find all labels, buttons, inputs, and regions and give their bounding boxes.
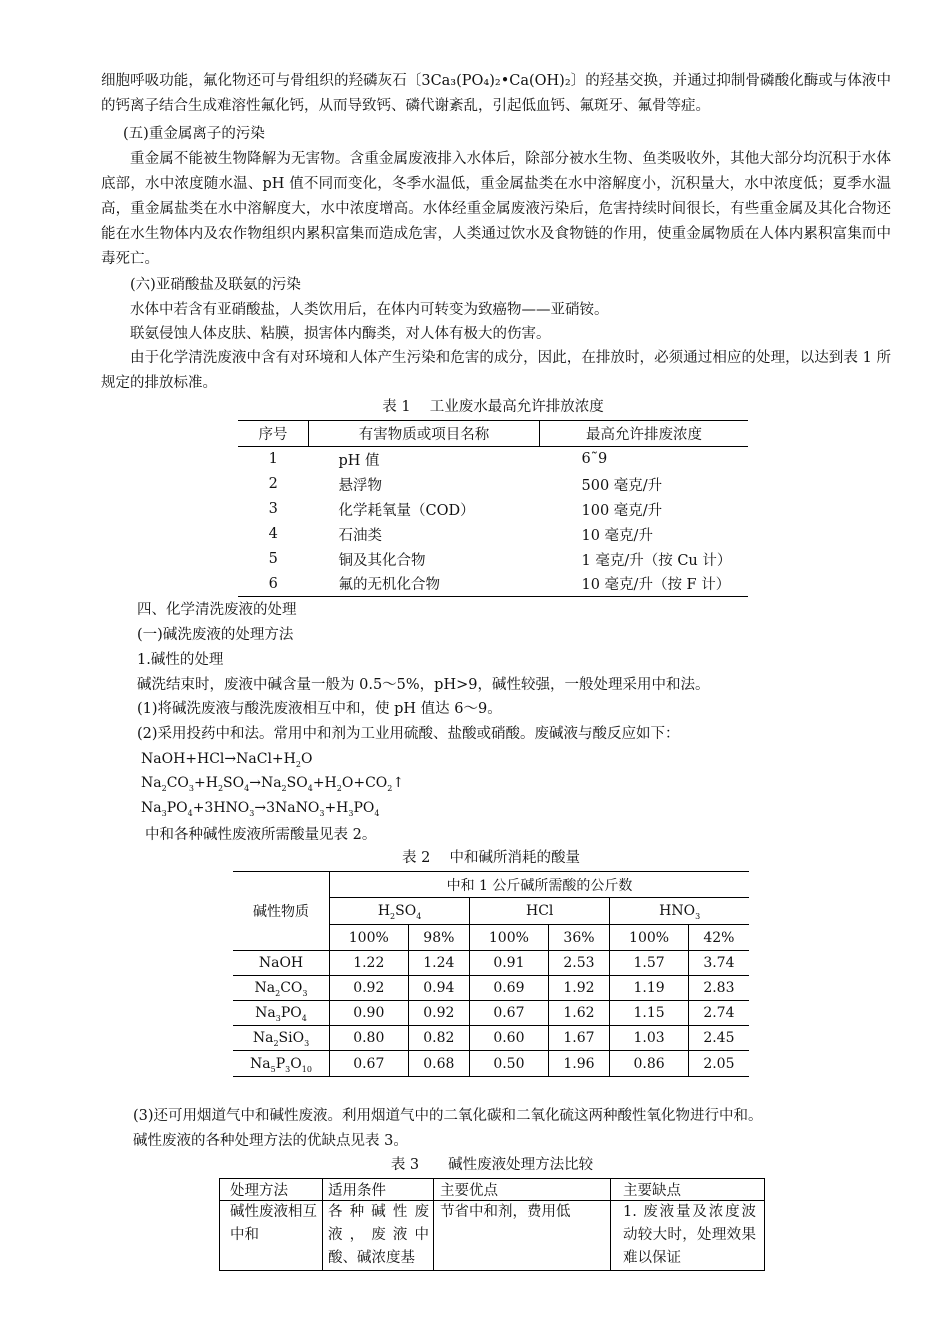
table3 [219,1178,765,1271]
section-5-body: 重金属不能被生物降解为无害物。含重金属废液排入水体后，除部分被水生物、鱼类吸收外，其他大部分均沉积于水体底部，水中浓度随水温、pH 值不同而变化，冬季水温低，重金属盐类在水中溶解度小，沉积量大，水中浓度低；夏季水温高，重金属盐类在水中溶解度大，水中浓度增高。水体经重金属废液污染后，危害持续时间很长，有些重金属及其化合物还能在水生物体内及农作物组织内累积富集而造成危害，人类通过饮水及食物链的作用，使重金属物质在人体内累积富集而中毒死亡。 [101,151,891,267]
table3-intro: 碱性废液的各种处理方法的优缺点见表 3。 [133,1133,408,1149]
section-6-title: (六)亚硝酸盐及联氨的污染 [130,277,301,293]
value-cell: 1.67 [548,1026,610,1051]
table-row [238,522,748,547]
value-cell: 3.74 [703,955,735,971]
table1-header-cell: 序号 [238,421,309,447]
table3-caption: 表 3 碱性废液处理方法比较 [390,1157,594,1173]
section-5-title: (五)重金属离子的污染 [123,126,265,142]
table1-cell: 2 [268,476,278,492]
step-3: (3)还可用烟道气中和碱性废液。利用烟道气中的二氧化碳和二氧化硫这两种酸性氧化物进行中和。 [133,1108,763,1124]
substance-naoh: NaOH [233,951,330,976]
table-row [238,447,748,472]
equation-3: $Na_3PO_4+3HNO_3\to 3NaNO_3+H_3PO_4$ [141,800,380,818]
value-cell: 1.15 [610,1001,689,1026]
value-cell: 0.86 [610,1051,689,1077]
value-cell: 0.94 [408,976,470,1001]
table1-cell: pH 值 [338,452,380,469]
table1-cell: 1 [268,451,278,468]
acid-h2so4: $H_2SO_4$ [330,898,470,925]
table2-group-header: 中和 1 公斤碱所需酸的公斤数 [330,872,750,898]
table3-cell: 各种碱性废液，废液中酸、碱浓度基 [323,1201,434,1271]
table1-cell: 100 毫克/升 [581,502,663,519]
value-cell: 1.57 [610,951,689,976]
table1-cell: 3 [268,501,278,517]
value-cell: 0.50 [470,1051,549,1077]
table2-intro: 中和各种碱性废液所需酸量见表 2。 [145,827,377,843]
table2 [233,871,749,1077]
step-1: (1)将碱洗废液与酸洗废液相互中和，使 pH 值达 6～9。 [137,701,502,717]
section-6-p2: 联氨侵蚀人体皮肤、粘膜，损害体内酶类，对人体有极大的伤害。 [130,326,551,342]
value-cell: 0.67 [330,1051,409,1077]
substance-na2co3: $Na_2CO_3$ [233,976,330,1001]
conc-cell: 36% [548,925,610,951]
value-cell: 2.53 [548,951,610,976]
value-cell: 0.67 [470,1001,549,1026]
substance-na5p3o10: $Na_5P_3O_{10}$ [233,1051,330,1077]
item-1-body: 碱洗结束时，废液中碱含量一般为 0.5～5%，pH>9，碱性较强，一般处理采用中和法。 [137,677,710,693]
value-cell: 2.45 [703,1030,735,1046]
equation-1: $NaOH+HCl\to NaCl+H_2O$ [141,751,313,769]
value-cell: 1.62 [548,1001,610,1026]
value-cell: 1.19 [610,976,689,1001]
value-cell: 2.05 [703,1055,735,1072]
table1-cell: 铜及其化合物 [338,552,426,569]
table2-row-header: 碱性物质 [233,872,330,951]
table-row [238,497,748,522]
table-row [238,547,748,572]
value-cell: 1.22 [330,951,409,976]
value-cell: 0.92 [408,1001,470,1026]
value-cell: 0.92 [330,976,409,1001]
table1-caption: 表 1 工业废水最高允许排放浓度 [382,399,604,415]
table3-cell: 节省中和剂，费用低 [434,1201,611,1271]
table3-cell: 碱性废液相互中和 [220,1201,323,1271]
table1-cell: 10 毫克/升 [581,527,653,544]
table1-cell: 500 毫克/升 [581,477,663,494]
section-4-title: 四、化学清洗废液的处理 [137,602,297,618]
table1-cell: 4 [268,526,278,542]
substance-na2sio3: $Na_2SiO_3$ [233,1026,330,1051]
value-cell: 1.24 [408,951,470,976]
step-2: (2)采用投药中和法。常用中和剂为工业用硫酸、盐酸或硝酸。废碱液与酸反应如下： [137,726,680,742]
table-row [238,472,748,497]
table-row [238,572,748,597]
table1-cell: 1 毫克/升（按 Cu 计） [581,552,732,569]
table1-cell: 化学耗氧量（COD） [338,502,475,519]
table1-header-cell: 有害物质或项目名称 [309,421,540,447]
conc-cell: 98% [408,925,470,951]
table2-caption: 表 2 中和碱所消耗的酸量 [402,850,580,866]
table1-cell: 10 毫克/升（按 F 计） [581,577,731,594]
conc-cell: 100% [610,925,689,951]
table-row [233,951,749,976]
value-cell: 0.69 [470,976,549,1001]
table1-cell: 6˜9 [581,451,608,468]
table3-header-cell: 主要优点 [434,1179,611,1201]
value-cell: 0.90 [330,1001,409,1026]
equation-2: $Na_2CO_3+H_2SO_4\to Na_2SO_4+H_2O+CO_2↑$ [141,775,405,793]
value-cell: 0.60 [470,1026,549,1051]
table1-cell: 石油类 [338,527,382,544]
value-cell: 0.82 [408,1026,470,1051]
value-cell: 1.96 [548,1051,610,1077]
table3-header-cell: 适用条件 [323,1179,434,1201]
value-cell: 0.68 [408,1051,470,1077]
table-row [233,1001,749,1026]
table-row [233,1026,749,1051]
value-cell: 0.80 [330,1026,409,1051]
table3-cell: 1. 废液量及浓度波动较大时，处理效果难以保证 [623,1204,756,1266]
conc-cell: 42% [703,929,735,946]
table1-cell: 氟的无机化合物 [338,577,440,594]
acid-hno3: $HNO_3$ [610,898,749,925]
table3-header-cell: 处理方法 [220,1179,323,1201]
substance-na3po4: $Na_3PO_4$ [233,1001,330,1026]
value-cell: 0.91 [470,951,549,976]
value-cell: 2.83 [703,980,735,996]
value-cell: 1.03 [610,1026,689,1051]
subsection-1-title: (一)碱洗废液的处理方法 [137,627,294,643]
section-6-p1: 水体中若含有亚硝酸盐，人类饮用后，在体内可转变为致癌物——亚硝铵。 [130,302,609,318]
section-6-p3: 由于化学清洗废液中含有对环境和人体产生污染和危害的成分，因此，在排放时，必须通过相应的处理，以达到表 1 所规定的排放标准。 [101,350,891,391]
table-row [220,1201,765,1271]
table1-header-cell: 最高允许排废浓度 [586,427,702,443]
table1-cell: 6 [268,575,278,592]
table1-cell: 悬浮物 [338,477,382,494]
table-row [233,976,749,1001]
value-cell: 1.92 [548,976,610,1001]
item-1-title: 1.碱性的处理 [137,652,224,668]
conc-cell: 100% [470,925,549,951]
table3-header-cell: 主要缺点 [623,1183,681,1199]
table1 [238,420,748,597]
intro-paragraph: 细胞呼吸功能，氟化物还可与骨组织的羟磷灰石〔3Ca₃(PO₄)₂•Ca(OH)₂〕的羟基交换，并通过抑制骨磷酸化酶或与体液中的钙离子结合生成难溶性氟化钙，从而导致钙、磷代谢紊乱，引起低血钙、氟斑牙、氟骨等症。 [101,73,891,114]
table1-cell: 5 [268,551,278,567]
acid-hcl: HCl [470,898,610,925]
table-row [233,1051,749,1077]
conc-cell: 100% [330,925,409,951]
value-cell: 2.74 [703,1005,735,1021]
